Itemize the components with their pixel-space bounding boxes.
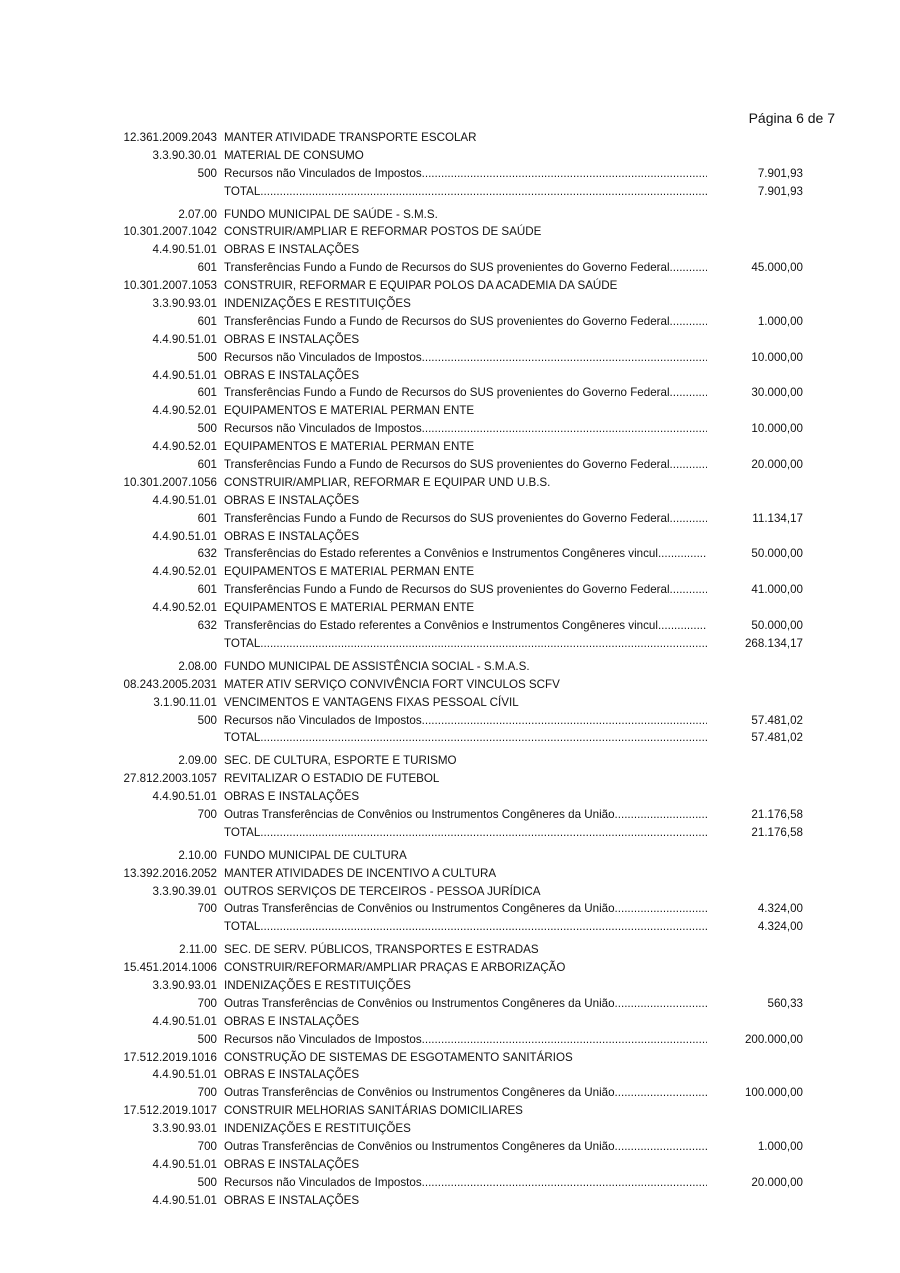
row-amount: 100.000,00	[744, 1086, 803, 1100]
row-amount: 200.000,00	[744, 1032, 803, 1046]
row-description: FUNDO MUNICIPAL DE CULTURA	[224, 848, 407, 862]
table-row	[0, 402, 900, 420]
table-row	[0, 806, 900, 824]
row-code: 601	[197, 314, 217, 328]
row-code: 700	[197, 902, 217, 916]
row-description	[224, 729, 707, 747]
table-row	[0, 510, 900, 528]
table-row	[0, 183, 900, 201]
row-amount: 7.901,93	[757, 184, 803, 198]
row-code: 601	[197, 511, 217, 525]
row-amount: 50.000,00	[751, 619, 803, 633]
row-description	[224, 349, 707, 367]
row-code: 12.361.2009.2043	[123, 131, 217, 144]
table-row	[0, 1102, 900, 1120]
table-row	[0, 865, 900, 883]
row-description: MANTER ATIVIDADE TRANSPORTE ESCOLAR	[224, 131, 477, 144]
row-description-text: Transferências Fundo a Fundo de Recursos do SUS provenientes do Governo Federal	[224, 314, 670, 328]
row-description: OBRAS E INSTALAÇÕES	[224, 493, 360, 507]
row-description: CONSTRUIR/AMPLIAR E REFORMAR POSTOS DE SAÚDE	[224, 225, 542, 239]
table-row	[0, 941, 900, 959]
row-description-text: Recursos não Vinculados de Impostos	[224, 1032, 422, 1046]
row-code: 27.812.2003.1057	[123, 772, 217, 786]
row-description: EQUIPAMENTOS E MATERIAL PERMAN ENTE	[224, 565, 475, 579]
row-description-text: Outras Transferências de Convênios ou Instrumentos Congêneres da União	[224, 1086, 615, 1100]
row-amount: 45.000,00	[751, 261, 803, 275]
page-number: Página 6 de 7	[748, 110, 835, 126]
table-row	[0, 658, 900, 676]
table-row	[0, 492, 900, 510]
table-row	[0, 712, 900, 730]
row-code: 2.08.00	[178, 659, 217, 673]
row-description	[224, 712, 707, 730]
table-row	[0, 770, 900, 788]
dot-leader	[260, 635, 707, 653]
row-amount: 30.000,00	[751, 386, 803, 400]
row-code: 3.3.90.39.01	[152, 884, 217, 898]
dot-leader	[260, 918, 707, 936]
dot-leader	[670, 510, 707, 528]
row-amount: 50.000,00	[751, 547, 803, 561]
row-description: EQUIPAMENTOS E MATERIAL PERMAN ENTE	[224, 404, 475, 418]
table-row	[0, 563, 900, 581]
row-description: EQUIPAMENTOS E MATERIAL PERMAN ENTE	[224, 440, 475, 454]
row-description: CONSTRUIR/REFORMAR/AMPLIAR PRAÇAS E ARBORIZAÇÃO	[224, 961, 566, 975]
table-row	[0, 313, 900, 331]
row-description: MATERIAL DE CONSUMO	[224, 148, 364, 162]
row-amount: 11.134,17	[752, 511, 803, 525]
table-row	[0, 635, 900, 653]
row-code: 10.301.2007.1053	[123, 279, 217, 293]
row-code: 4.4.90.52.01	[152, 601, 217, 615]
row-amount: 41.000,00	[751, 583, 803, 597]
table-row	[0, 129, 900, 147]
table-row	[0, 883, 900, 901]
row-code: 500	[197, 166, 217, 180]
row-description: REVITALIZAR O ESTADIO DE FUTEBOL	[224, 772, 440, 786]
row-description-text: Transferências Fundo a Fundo de Recursos do SUS provenientes do Governo Federal	[224, 511, 670, 525]
row-code: 4.4.90.52.01	[152, 440, 217, 454]
row-description: CONSTRUÇÃO DE SISTEMAS DE ESGOTAMENTO SANITÁRIOS	[224, 1050, 573, 1064]
row-description: INDENIZAÇÕES E RESTITUIÇÕES	[224, 297, 411, 311]
table-row	[0, 977, 900, 995]
row-description: OBRAS E INSTALAÇÕES	[224, 1068, 360, 1082]
row-amount: 4.324,00	[757, 920, 803, 934]
table-row	[0, 900, 900, 918]
row-description-text: Outras Transferências de Convênios ou Instrumentos Congêneres da União	[224, 807, 615, 821]
row-description: OBRAS E INSTALAÇÕES	[224, 368, 360, 382]
row-code: 4.4.90.52.01	[152, 404, 217, 418]
table-row	[0, 165, 900, 183]
row-amount: 20.000,00	[751, 1175, 803, 1189]
row-amount: 4.324,00	[757, 902, 803, 916]
row-amount: 1.000,00	[757, 314, 803, 328]
row-amount: 20.000,00	[751, 458, 803, 472]
table-row	[0, 1031, 900, 1049]
row-description-text: TOTAL	[224, 731, 261, 745]
row-code: 2.11.00	[179, 943, 217, 957]
row-code: 3.3.90.93.01	[152, 978, 217, 992]
row-code: 4.4.90.51.01	[152, 1157, 217, 1171]
dot-leader	[422, 712, 707, 730]
table-row	[0, 147, 900, 165]
row-code: 08.243.2005.2031	[123, 677, 217, 691]
row-code: 17.512.2019.1017	[123, 1104, 217, 1118]
row-amount: 560,33	[767, 996, 803, 1010]
table-row	[0, 581, 900, 599]
dot-leader	[670, 259, 707, 277]
table-row	[0, 617, 900, 635]
dot-leader	[615, 1138, 707, 1156]
table-row	[0, 752, 900, 770]
row-code: 13.392.2016.2052	[123, 866, 217, 880]
row-code: 4.4.90.51.01	[152, 368, 217, 382]
row-amount: 268.134,17	[744, 636, 803, 650]
table-row	[0, 1120, 900, 1138]
table-row	[0, 384, 900, 402]
dot-leader	[615, 1084, 707, 1102]
row-code: 632	[197, 547, 217, 561]
row-code: 4.4.90.51.01	[152, 1014, 217, 1028]
table-row	[0, 1066, 900, 1084]
row-description-text: TOTAL	[224, 636, 261, 650]
row-description: VENCIMENTOS E VANTAGENS FIXAS PESSOAL CÍVIL	[224, 695, 519, 709]
row-description: OBRAS E INSTALAÇÕES	[224, 243, 360, 257]
table-row	[0, 1084, 900, 1102]
row-description	[224, 1138, 707, 1156]
row-description: INDENIZAÇÕES E RESTITUIÇÕES	[224, 1122, 411, 1136]
table-row	[0, 1049, 900, 1067]
row-code: 10.301.2007.1042	[123, 225, 217, 239]
row-code: 601	[197, 583, 217, 597]
row-code: 4.4.90.51.01	[152, 1068, 217, 1082]
dot-leader	[422, 1174, 707, 1192]
row-code: 15.451.2014.1006	[123, 961, 217, 975]
row-description-text: Recursos não Vinculados de Impostos	[224, 1175, 422, 1189]
row-code: 4.4.90.51.01	[152, 332, 217, 346]
row-description-text: Outras Transferências de Convênios ou Instrumentos Congêneres da União	[224, 902, 615, 916]
table-row	[0, 847, 900, 865]
row-code: 601	[197, 458, 217, 472]
table-row	[0, 1138, 900, 1156]
row-description	[224, 1174, 707, 1192]
row-description	[224, 918, 707, 936]
table-row	[0, 295, 900, 313]
row-description	[224, 617, 707, 635]
row-description-text: Recursos não Vinculados de Impostos	[224, 422, 422, 436]
row-description: CONSTRUIR/AMPLIAR, REFORMAR E EQUIPAR UND U.B.S.	[224, 475, 551, 489]
row-description	[224, 995, 707, 1013]
row-description: FUNDO MUNICIPAL DE SAÚDE - S.M.S.	[224, 207, 438, 221]
row-description-text: Transferências do Estado referentes a Convênios e Instrumentos Congêneres vincul	[224, 547, 658, 561]
table-row	[0, 528, 900, 546]
table-row	[0, 959, 900, 977]
dot-leader	[422, 420, 707, 438]
row-code: 700	[197, 807, 217, 821]
table-row	[0, 995, 900, 1013]
row-code: 2.07.00	[178, 207, 217, 221]
row-code: 3.3.90.30.01	[152, 148, 217, 162]
row-code: 4.4.90.51.01	[152, 493, 217, 507]
table-row	[0, 241, 900, 259]
row-description-text: Outras Transferências de Convênios ou Instrumentos Congêneres da União	[224, 1139, 615, 1153]
row-code: 500	[197, 422, 217, 436]
row-description-text: Recursos não Vinculados de Impostos	[224, 350, 422, 364]
dot-leader	[615, 995, 707, 1013]
dot-leader	[422, 165, 707, 183]
table-row	[0, 331, 900, 349]
row-description: CONSTRUIR MELHORIAS SANITÁRIAS DOMICILIARES	[224, 1104, 523, 1118]
row-description	[224, 581, 707, 599]
dot-leader	[260, 183, 707, 201]
row-description-text: Recursos não Vinculados de Impostos	[224, 166, 422, 180]
table-row	[0, 223, 900, 241]
row-code: 4.4.90.52.01	[152, 565, 217, 579]
row-description: OBRAS E INSTALAÇÕES	[224, 1193, 360, 1207]
row-description	[224, 545, 707, 563]
dot-leader	[670, 456, 707, 474]
table-row	[0, 694, 900, 712]
budget-table	[0, 129, 900, 1210]
row-description: OBRAS E INSTALAÇÕES	[224, 529, 360, 543]
dot-leader	[260, 824, 707, 842]
dot-leader	[658, 617, 707, 635]
table-row	[0, 438, 900, 456]
row-description: SEC. DE SERV. PÚBLICOS, TRANSPORTES E ESTRADAS	[224, 943, 539, 957]
row-description: OBRAS E INSTALAÇÕES	[224, 1014, 360, 1028]
row-description: MATER ATIV SERVIÇO CONVIVÊNCIA FORT VINCULOS SCFV	[224, 677, 560, 691]
dot-leader	[260, 729, 707, 747]
dot-leader	[615, 806, 707, 824]
row-code: 3.1.90.11.01	[153, 695, 217, 709]
row-code: 4.4.90.51.01	[152, 529, 217, 543]
table-row	[0, 788, 900, 806]
row-description: OBRAS E INSTALAÇÕES	[224, 790, 360, 804]
table-row	[0, 474, 900, 492]
row-description	[224, 456, 707, 474]
table-row	[0, 420, 900, 438]
row-description-text: Transferências do Estado referentes a Convênios e Instrumentos Congêneres vincul	[224, 619, 658, 633]
row-code: 17.512.2019.1016	[123, 1050, 217, 1064]
row-amount: 21.176,58	[751, 825, 803, 839]
row-code: 700	[197, 1139, 217, 1153]
row-code: 4.4.90.51.01	[152, 1193, 217, 1207]
dot-leader	[670, 313, 707, 331]
dot-leader	[670, 384, 707, 402]
dot-leader	[670, 581, 707, 599]
dot-leader	[422, 349, 707, 367]
row-description: OBRAS E INSTALAÇÕES	[224, 1157, 360, 1171]
row-code: 700	[197, 996, 217, 1010]
row-description: FUNDO MUNICIPAL DE ASSISTÊNCIA SOCIAL - S.M.A.S.	[224, 659, 530, 673]
table-row	[0, 1192, 900, 1210]
row-amount: 57.481,02	[751, 713, 803, 727]
row-description	[224, 635, 707, 653]
table-row	[0, 259, 900, 277]
row-description-text: Transferências Fundo a Fundo de Recursos do SUS provenientes do Governo Federal	[224, 458, 670, 472]
row-description-text: Outras Transferências de Convênios ou Instrumentos Congêneres da União	[224, 996, 615, 1010]
row-code: 3.3.90.93.01	[152, 1122, 217, 1136]
row-code: 3.3.90.93.01	[152, 297, 217, 311]
table-row	[0, 367, 900, 385]
dot-leader	[422, 1031, 707, 1049]
row-description	[224, 824, 707, 842]
row-description	[224, 806, 707, 824]
row-description	[224, 420, 707, 438]
row-code: 601	[197, 386, 217, 400]
row-description-text: Transferências Fundo a Fundo de Recursos do SUS provenientes do Governo Federal	[224, 261, 670, 275]
row-description-text: TOTAL	[224, 825, 261, 839]
row-code: 2.10.00	[178, 848, 217, 862]
row-description: EQUIPAMENTOS E MATERIAL PERMAN ENTE	[224, 601, 475, 615]
row-code: 632	[197, 619, 217, 633]
table-row	[0, 676, 900, 694]
row-description-text: Recursos não Vinculados de Impostos	[224, 713, 422, 727]
row-description	[224, 900, 707, 918]
row-description: MANTER ATIVIDADES DE INCENTIVO A CULTURA	[224, 866, 497, 880]
table-row	[0, 1174, 900, 1192]
row-code: 500	[197, 1175, 217, 1189]
table-row	[0, 545, 900, 563]
row-description: CONSTRUIR, REFORMAR E EQUIPAR POLOS DA ACADEMIA DA SAÚDE	[224, 279, 618, 293]
row-description: INDENIZAÇÕES E RESTITUIÇÕES	[224, 978, 411, 992]
row-amount: 1.000,00	[757, 1139, 803, 1153]
row-description	[224, 510, 707, 528]
table-row	[0, 729, 900, 747]
dot-leader	[615, 900, 707, 918]
row-code: 601	[197, 261, 217, 275]
table-row	[0, 1013, 900, 1031]
row-amount: 10.000,00	[751, 422, 803, 436]
row-code: 10.301.2007.1056	[123, 475, 217, 489]
row-code: 4.4.90.51.01	[152, 790, 217, 804]
table-row	[0, 277, 900, 295]
row-description: OUTROS SERVIÇOS DE TERCEIROS - PESSOA JURÍDICA	[224, 884, 541, 898]
table-row	[0, 206, 900, 224]
row-description: SEC. DE CULTURA, ESPORTE E TURISMO	[224, 754, 457, 768]
row-description	[224, 1031, 707, 1049]
row-code: 700	[197, 1086, 217, 1100]
row-description: OBRAS E INSTALAÇÕES	[224, 332, 360, 346]
row-description	[224, 259, 707, 277]
table-row	[0, 918, 900, 936]
row-amount: 7.901,93	[757, 166, 803, 180]
row-description-text: TOTAL	[224, 920, 261, 934]
row-amount: 57.481,02	[751, 731, 803, 745]
row-description	[224, 384, 707, 402]
row-description	[224, 183, 707, 201]
table-row	[0, 456, 900, 474]
dot-leader	[658, 545, 707, 563]
row-code: 500	[197, 713, 217, 727]
row-code: 2.09.00	[178, 754, 217, 768]
row-description-text: Transferências Fundo a Fundo de Recursos do SUS provenientes do Governo Federal	[224, 386, 670, 400]
row-description	[224, 313, 707, 331]
row-description	[224, 165, 707, 183]
row-amount: 21.176,58	[751, 807, 803, 821]
row-code: 4.4.90.51.01	[152, 243, 217, 257]
row-amount: 10.000,00	[751, 350, 803, 364]
row-code: 500	[197, 350, 217, 364]
table-row	[0, 349, 900, 367]
table-row	[0, 824, 900, 842]
table-row	[0, 1156, 900, 1174]
row-description-text: Transferências Fundo a Fundo de Recursos do SUS provenientes do Governo Federal	[224, 583, 670, 597]
row-description	[224, 1084, 707, 1102]
row-description-text: TOTAL	[224, 184, 261, 198]
table-row	[0, 599, 900, 617]
row-code: 500	[197, 1032, 217, 1046]
